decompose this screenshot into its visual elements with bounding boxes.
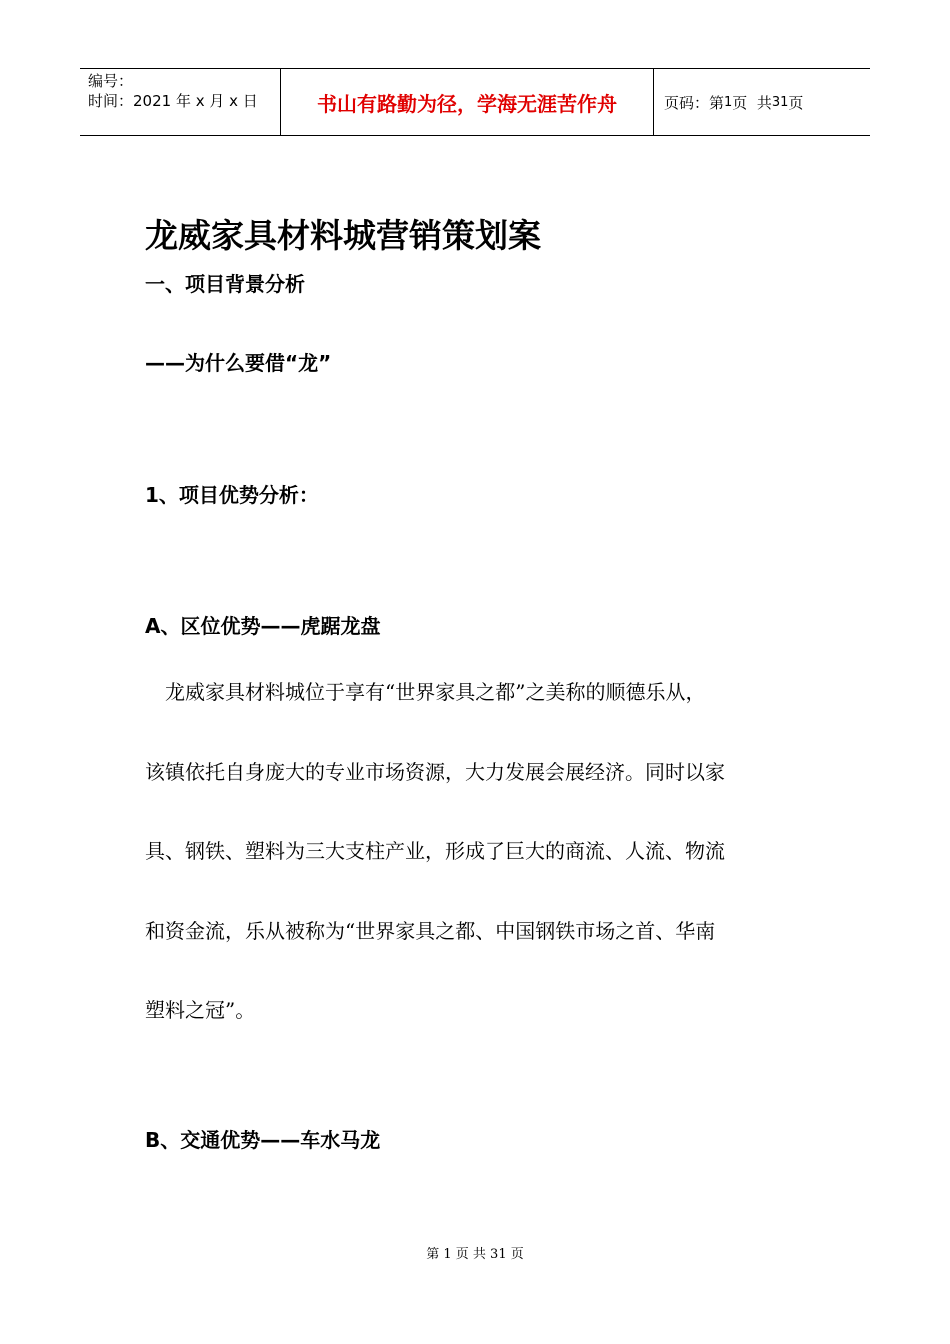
document-title: 龙威家具材料城营销策划案 [145,216,541,255]
item-heading-1: 1、项目优势分析： [145,483,319,507]
motto-text: 书山有路勤为径，学海无涯苦作舟 [317,91,617,116]
page-header [80,68,870,136]
section-heading-b: B、交通优势——车水马龙 [145,1128,381,1152]
paragraph-line: 该镇依托自身庞大的专业市场资源，大力发展会展经济。同时以家 [145,760,725,784]
time-label: 时间：2021 年 x 月 x 日 [88,92,258,110]
page-total: 31 [771,94,789,110]
number-label: 编号： [88,72,134,90]
page-footer: 第 1 页 共 31 页 [426,1247,524,1262]
header-motto-cell [281,69,654,135]
paragraph-line: 龙威家具材料城位于享有“世界家具之都”之美称的顺德乐从， [145,680,706,704]
section-heading-1: 一、项目背景分析 [145,272,305,296]
page-current: 1 [724,94,733,110]
paragraph-line: 塑料之冠”。 [145,998,256,1022]
header-page-cell [654,69,870,135]
paragraph-line: 具、钢铁、塑料为三大支柱产业，形成了巨大的商流、人流、物流 [145,839,725,863]
page-prefix: 页码：第 [664,93,725,112]
page-suffix: 页 [788,93,804,112]
header-info-cell [80,69,281,135]
paragraph-line: 和资金流，乐从被称为“世界家具之都、中国钢铁市场之首、华南 [145,919,716,943]
section-heading-a: A、区位优势——虎踞龙盘 [145,614,381,638]
page-mid: 页 共 [732,93,772,112]
section-subtitle: ——为什么要借“龙” [145,351,332,375]
